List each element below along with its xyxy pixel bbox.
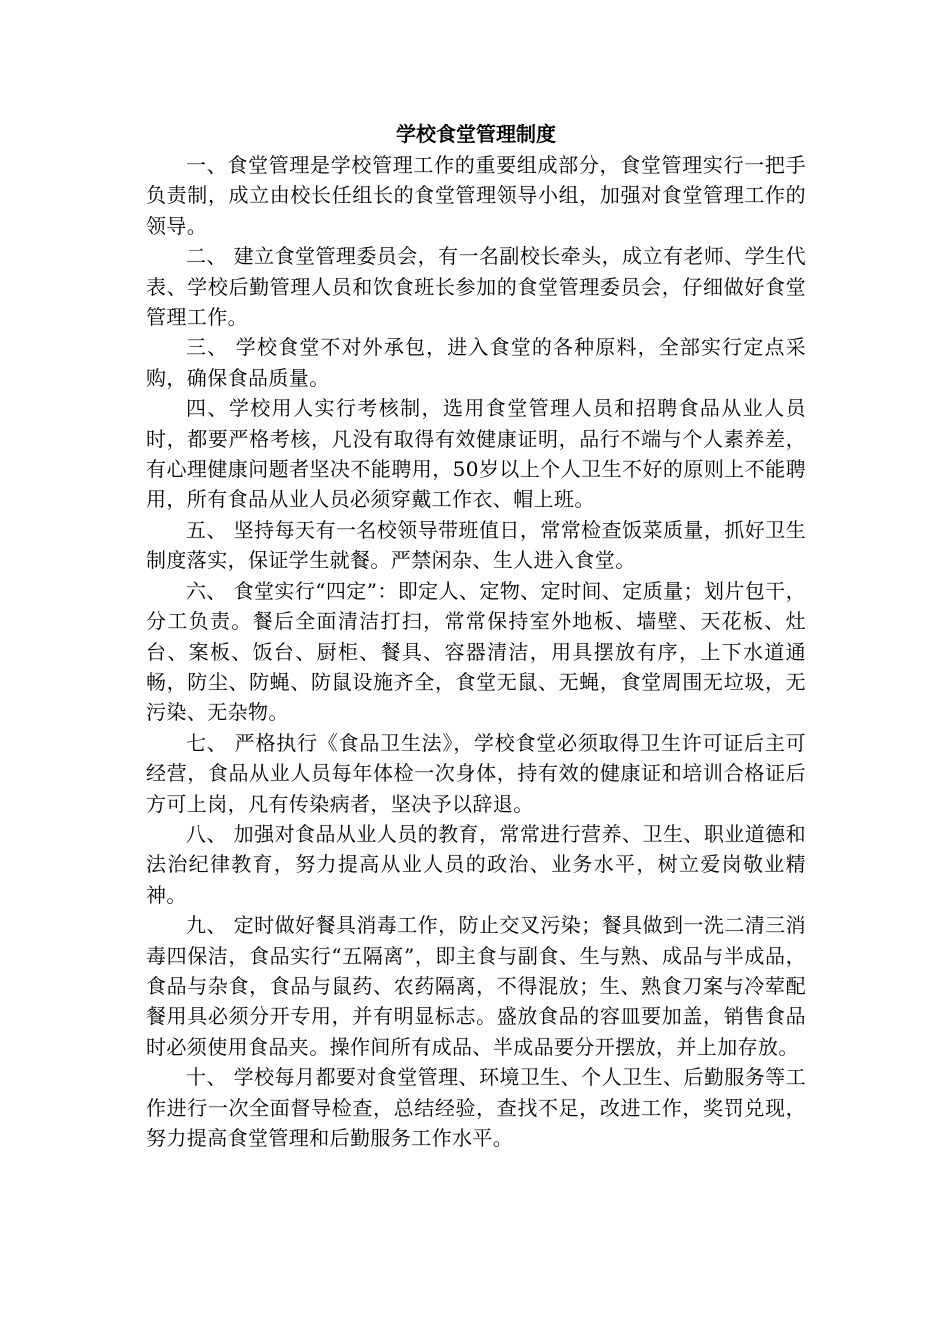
paragraph-2: 二、 建立食堂管理委员会，有一名副校长牵头，成立有老师、学生代表、学校后勤管理人员和饮食班长参加的食堂管理委员会，仔细做好食堂管理工作。 [146, 244, 806, 330]
paragraph-5: 五、 坚持每天有一名校领导带班值日，常常检查饭菜质量，抓好卫生制度落实，保证学生就餐。严禁闲杂、生人进入食堂。 [146, 517, 806, 573]
paragraph-6: 六、 食堂实行“四定”：即定人、定物、定时间、定质量；划片包干，分工负责。餐后全面清洁打扫，常常保持室外地板、墙壁、天花板、灶台、案板、饭台、厨柜、餐具、容器清洁，用具摆放有序，上下水道通畅，防尘、防蝇、防鼠设施齐全，食堂无鼠、无蝇，食堂周围无垃圾，无污染、无杂物。 [146, 578, 806, 725]
document-page [146, 118, 806, 1153]
paragraph-3: 三、 学校食堂不对外承包，进入食堂的各种原料，全部实行定点采购，确保食品质量。 [146, 335, 806, 390]
document-title: 学校食堂管理制度 [396, 122, 556, 146]
paragraph-8: 八、 加强对食品从业人员的教育，常常进行营养、卫生、职业道德和法治纪律教育，努力提高从业人员的政治、业务水平，树立爱岗敬业精神。 [146, 821, 806, 907]
paragraph-4: 四、学校用人实行考核制，选用食堂管理人员和招聘食品从业人员时，都要严格考核，凡没有取得有效健康证明，品行不端与个人素养差，有心理健康问题者坚决不能聘用，50岁以上个人卫生不好的原则上不能聘用，所有食品从业人员必须穿戴工作衣、帽上班。 [146, 396, 806, 512]
paragraph-10: 十、 学校每月都要对食堂管理、环境卫生、个人卫生、后勤服务等工作进行一次全面督导检查，总结经验，查找不足，改进工作，奖罚兑现，努力提高食堂管理和后勤服务工作水平。 [146, 1065, 806, 1150]
paragraph-1: 一、食堂管理是学校管理工作的重要组成部分，食堂管理实行一把手负责制，成立由校长任组长的食堂管理领导小组，加强对食堂管理工作的领导。 [146, 153, 806, 238]
paragraph-9: 九、 定时做好餐具消毒工作，防止交叉污染；餐具做到一洗二清三消毒四保洁，食品实行“五隔离”，即主食与副食、生与熟、成品与半成品，食品与杂食，食品与鼠药、农药隔离，不得混放；生、熟食刀案与冷荤配餐用具必须分开专用，并有明显标志。盛放食品的容皿要加盖，销售食品时必须使用食品夹。操作间所有成品、半成品要分开摆放，并上加存放。 [146, 913, 806, 1059]
paragraph-7: 七、 严格执行《食品卫生法》，学校食堂必须取得卫生许可证后主可经营，食品从业人员每年体检一次身体，持有效的健康证和培训合格证后方可上岗，凡有传染病者，坚决予以辞退。 [146, 730, 806, 816]
